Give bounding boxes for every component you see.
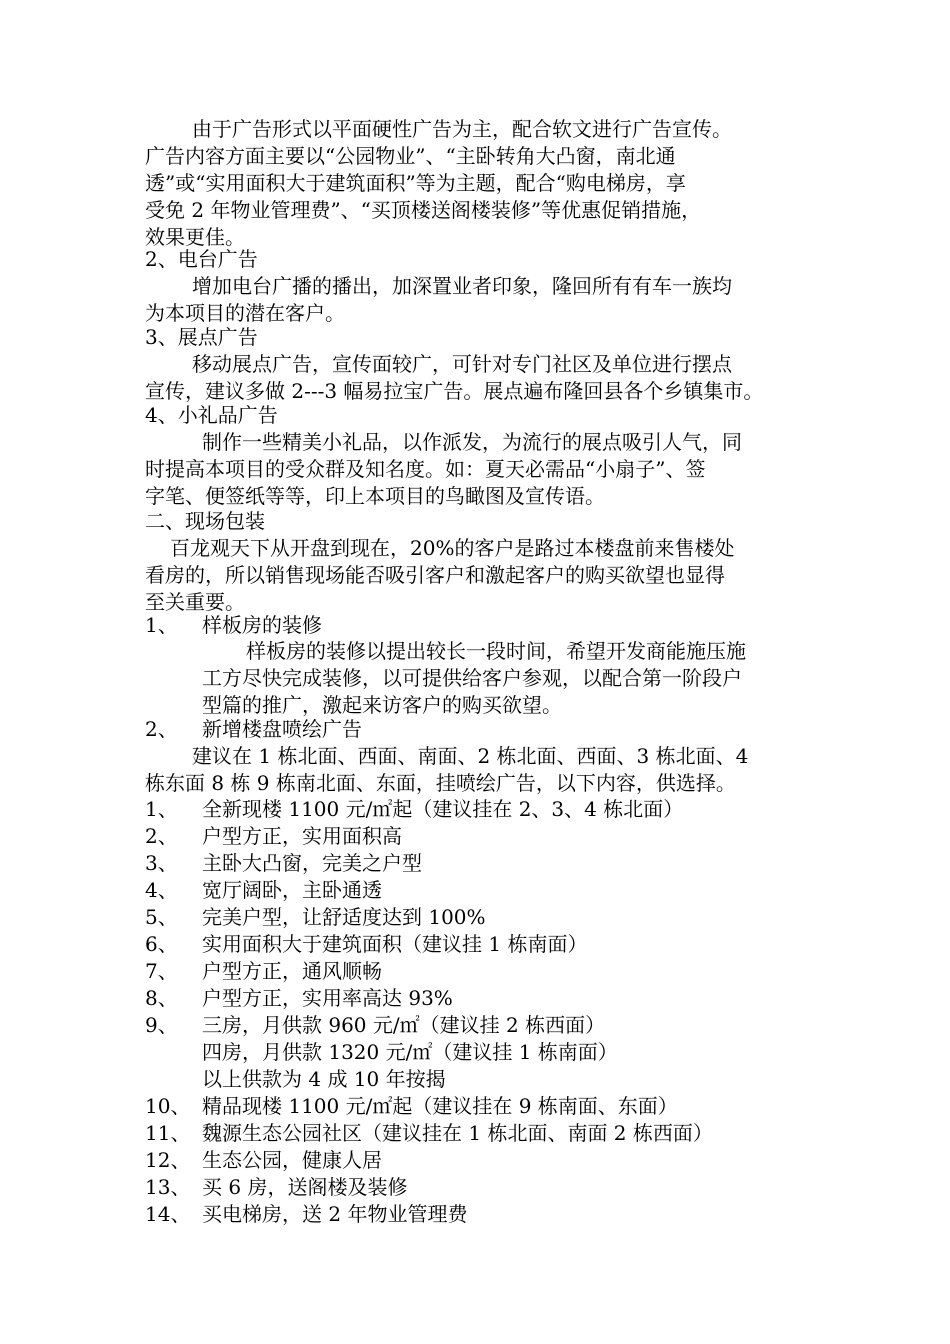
subsection-title: 样板房的装修 <box>202 613 322 637</box>
list-item-text: 生态公园，健康人居 <box>202 1148 382 1172</box>
section-heading: 4、小礼品广告 <box>145 403 278 427</box>
list-item-number: 6、 <box>145 932 178 956</box>
list-item-number: 11、 <box>145 1121 191 1145</box>
list-item-text: 主卧大凸窗，完美之户型 <box>202 851 422 875</box>
part-heading: 二、现场包装 <box>145 509 265 533</box>
section-body-line: 时提高本项目的受众群及知名度。如：夏天必需品“小扇子”、签 <box>145 457 706 481</box>
section-body-line: 制作一些精美小礼品，以作派发，为流行的展点吸引人气，同 <box>202 430 742 454</box>
list-item-number: 7、 <box>145 959 178 983</box>
intro-line: 透”或“实用面积大于建筑面积”等为主题，配合“购电梯房，享 <box>145 171 686 195</box>
list-item-number: 13、 <box>145 1175 191 1199</box>
list-item-number: 2、 <box>145 824 178 848</box>
part-body-line: 至关重要。 <box>145 590 245 614</box>
list-item-number: 5、 <box>145 905 178 929</box>
list-item-number: 9、 <box>145 1013 178 1037</box>
list-item-text: 买电梯房，送 2 年物业管理费 <box>202 1202 468 1226</box>
section-body-line: 宣传，建议多做 2---3 幅易拉宝广告。展点遍布隆回县各个乡镇集市。 <box>145 379 764 403</box>
list-item-text: 户型方正，通风顺畅 <box>202 959 382 983</box>
intro-line: 由于广告形式以平面硬性广告为主，配合软文进行广告宣传。 <box>192 117 732 141</box>
section-heading: 2、电台广告 <box>145 247 258 271</box>
subsection-title: 新增楼盘喷绘广告 <box>202 717 362 741</box>
section-body-line: 字笔、便签纸等等，印上本项目的鸟瞰图及宣传语。 <box>145 484 605 508</box>
list-item-text: 三房，月供款 960 元/㎡（建议挂 2 栋西面） <box>202 1013 606 1037</box>
part-body-line: 看房的，所以销售现场能否吸引客户和激起客户的购买欲望也显得 <box>145 563 725 587</box>
section-body-line: 为本项目的潜在客户。 <box>145 301 345 325</box>
list-item-text: 完美户型，让舒适度达到 100% <box>202 905 486 929</box>
section-heading: 3、展点广告 <box>145 325 258 349</box>
list-item-text: 实用面积大于建筑面积（建议挂 1 栋南面） <box>202 932 588 956</box>
list-item-text: 户型方正，实用率高达 93% <box>202 986 453 1010</box>
list-item-text: 宽厅阔卧，主卧通透 <box>202 878 382 902</box>
subsection-body-line: 样板房的装修以提出较长一段时间，希望开发商能施压施 <box>246 639 746 663</box>
subsection-number: 2、 <box>145 717 178 741</box>
list-item-number: 4、 <box>145 878 178 902</box>
list-item-number: 14、 <box>145 1202 191 1226</box>
subsection-body-line: 工方尽快完成装修，以可提供给客户参观，以配合第一阶段户 <box>202 666 742 690</box>
subsection-body-line: 栋东面 8 栋 9 栋南北面、东面，挂喷绘广告，以下内容，供选择。 <box>145 771 736 795</box>
list-item-text: 买 6 房，送阁楼及装修 <box>202 1175 408 1199</box>
intro-line: 效果更佳。 <box>145 225 245 249</box>
section-body-line: 增加电台广播的播出，加深置业者印象，隆回所有有车一族均 <box>192 274 732 298</box>
intro-line: 受免 2 年物业管理费”、“买顶楼送阁楼装修”等优惠促销措施， <box>145 198 702 222</box>
list-item-text: 户型方正，实用面积高 <box>202 824 402 848</box>
subsection-number: 1、 <box>145 613 178 637</box>
subsection-body-line: 型篇的推广，激起来访客户的购买欲望。 <box>202 693 562 717</box>
list-item-text: 魏源生态公园社区（建议挂在 1 栋北面、南面 2 栋西面） <box>202 1121 713 1145</box>
list-item-number: 1、 <box>145 797 178 821</box>
list-item-number: 12、 <box>145 1148 191 1172</box>
list-item-number: 10、 <box>145 1094 191 1118</box>
subsection-body-line: 建议在 1 栋北面、西面、南面、2 栋北面、西面、3 栋北面、4 <box>192 744 749 768</box>
list-item-number: 8、 <box>145 986 178 1010</box>
part-body-line: 百龙观天下从开盘到现在，20%的客户是路过本楼盘前来售楼处 <box>170 536 735 560</box>
list-item-text: 精品现楼 1100 元/㎡起（建议挂在 9 栋南面、东面） <box>202 1094 678 1118</box>
list-item-text: 以上供款为 4 成 10 年按揭 <box>202 1067 446 1091</box>
section-body-line: 移动展点广告，宣传面较广，可针对专门社区及单位进行摆点 <box>192 352 732 376</box>
list-item-text: 全新现楼 1100 元/㎡起（建议挂在 2、3、4 栋北面） <box>202 797 684 821</box>
list-item-number: 3、 <box>145 851 178 875</box>
intro-line: 广告内容方面主要以“公园物业”、“主卧转角大凸窗，南北通 <box>145 144 676 168</box>
list-item-text: 四房，月供款 1320 元/㎡（建议挂 1 栋南面） <box>202 1040 618 1064</box>
